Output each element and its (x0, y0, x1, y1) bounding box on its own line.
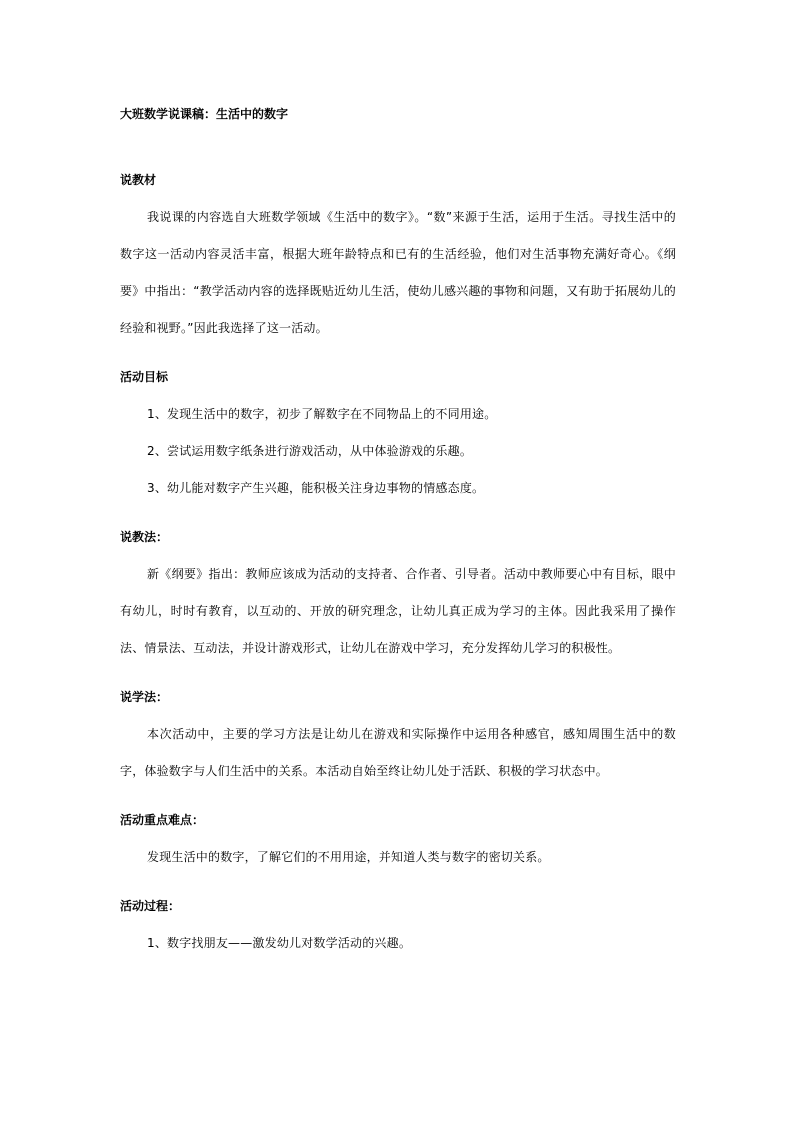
goal-item-3: 3、幼儿能对数字产生兴趣，能积极关注身边事物的情感态度。 (147, 481, 485, 495)
goal-item-1: 1、发现生活中的数字，初步了解数字在不同物品上的不同用途。 (147, 407, 497, 421)
process-item-1: 1、数字找朋友——激发幼儿对数学活动的兴趣。 (147, 936, 412, 950)
paragraph-teaching-material: 我说课的内容选自大班数学领域《生活中的数字》。“数”来源于生活，运用于生活。寻找生活中的数字这一活动内容灵活丰富，根据大班年龄特点和已有的生活经验，他们对生活事物充满好奇心。《纲要》中指出：“教学活动内容的选择既贴近幼儿生活，使幼儿感兴趣的事物和问题，又有助于拓展幼儿的经验和视野。”因此我选择了这一活动。 (120, 210, 676, 335)
paragraph-teaching-methods: 新《纲要》指出：教师应该成为活动的支持者、合作者、引导者。活动中教师要心中有目标，眼中有幼儿，时时有教育，以互动的、开放的研究理念，让幼儿真正成为学习的主体。因此我采用了操作法、情景法、互动法，并设计游戏形式，让幼儿在游戏中学习，充分发挥幼儿学习的积极性。 (120, 567, 676, 655)
section-heading-process: 活动过程： (120, 899, 181, 913)
section-heading-learning-methods: 说学法： (120, 690, 169, 704)
section-heading-teaching-methods: 说教法： (120, 530, 169, 544)
goal-item-2: 2、尝试运用数字纸条进行游戏活动，从中体验游戏的乐趣。 (147, 444, 473, 458)
paragraph-learning-methods: 本次活动中，主要的学习方法是让幼儿在游戏和实际操作中运用各种感官，感知周围生活中的数字，体验数字与人们生活中的关系。本活动自始至终让幼儿处于活跃、积极的学习状态中。 (120, 727, 676, 778)
section-heading-teaching-material: 说教材 (120, 173, 157, 187)
section-heading-key-points: 活动重点难点： (120, 813, 205, 827)
section-heading-goals: 活动目标 (120, 370, 169, 384)
document-body (120, 104, 676, 962)
document-title: 大班数学说课稿：生活中的数字 (120, 107, 289, 121)
paragraph-key-points: 发现生活中的数字，了解它们的不用用途，并知道人类与数字的密切关系。 (147, 850, 550, 864)
